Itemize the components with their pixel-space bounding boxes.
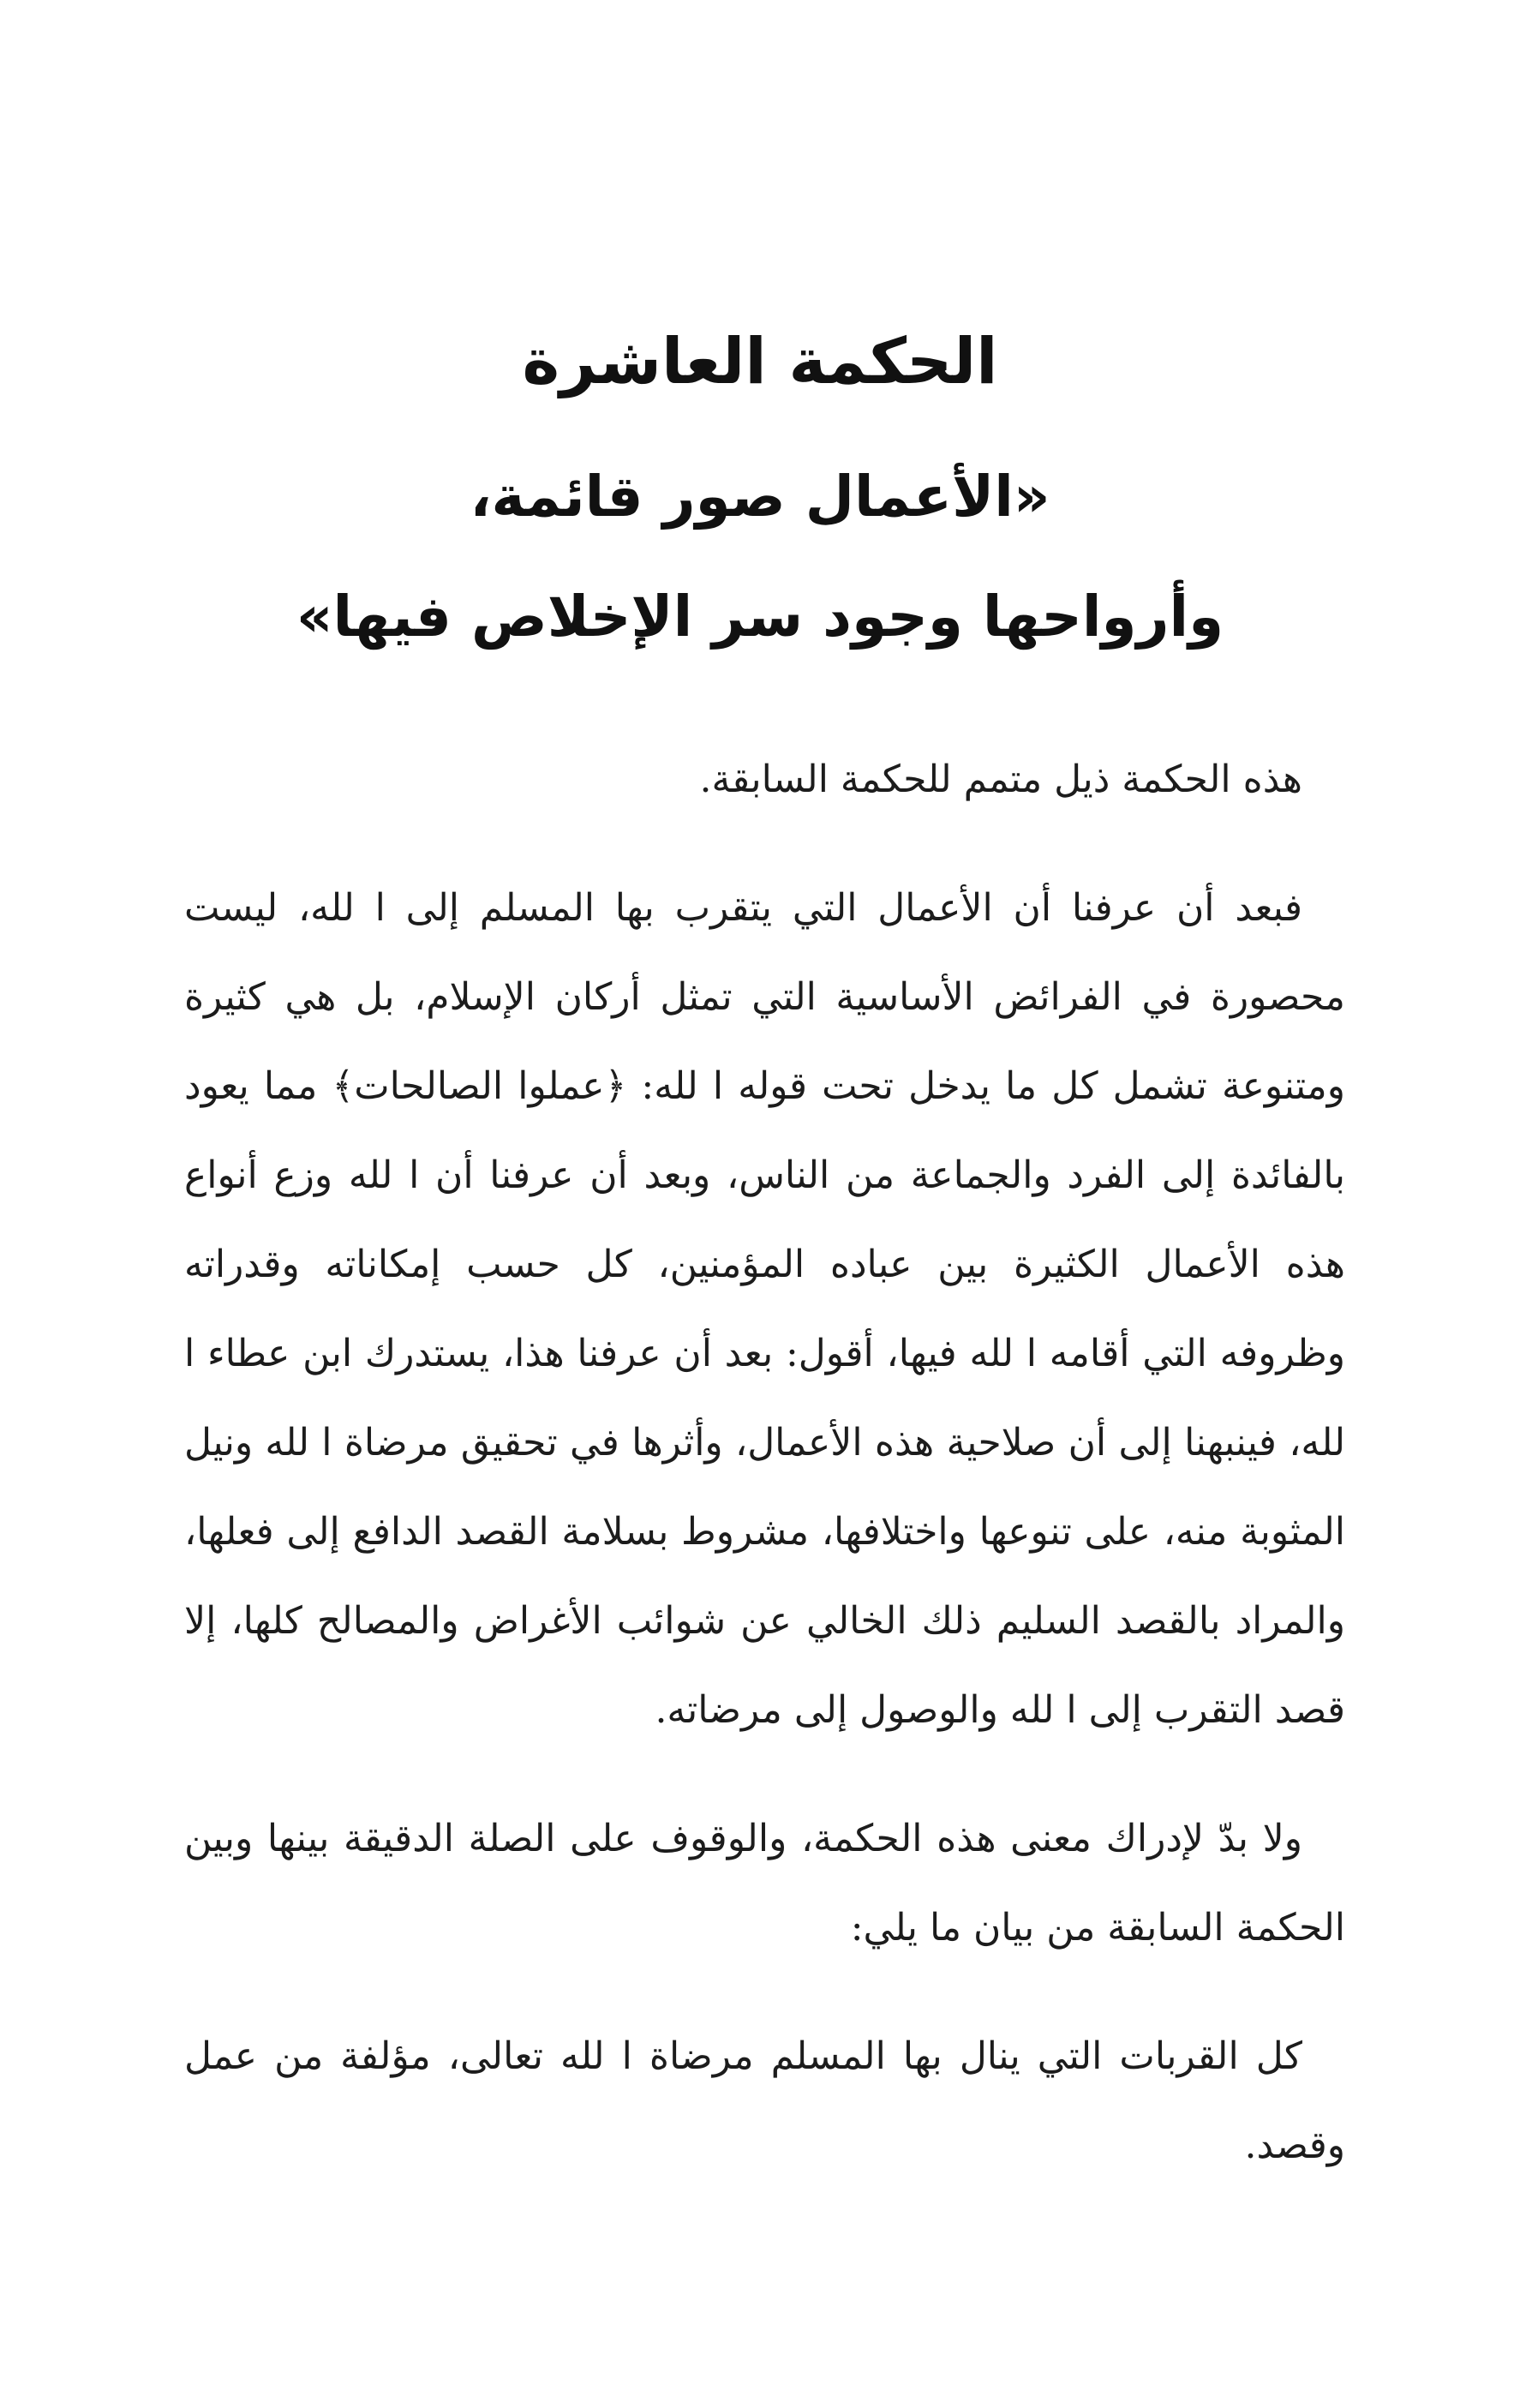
paragraph-point-one: كل القربات التي ينال بها المسلم مرضاة ا لله تعالى، مؤلفة من عمل وقصد. [184, 2034, 1345, 2167]
paragraph-clarification: ولا بدّ لإدراك معنى هذه الحكمة، والوقوف على الصلة الدقيقة بينها وبين الحكمة السابقة من بيان ما يلي: [184, 1817, 1345, 1950]
chapter-title: الحكمة العاشرة [522, 325, 998, 398]
paragraph-main: فبعد أن عرفنا أن الأعمال التي يتقرب بها المسلم إلى ا لله، ليست محصورة في الفرائض الأساسية التي تمثل أركان الإسلام، بل هي كثيرة ومتنوعة تشمل كل ما يدخل تحت قوله ا لله: ﴿عملوا الصالحات﴾ مما يعود بالفائدة إلى الفرد والجماعة من الناس، وبعد أن عرفنا أن ا لله وزع أنواع هذه الأعمال الكثيرة بين عباده المؤمنين، كل حسب إمكاناته وقدراته وظروفه التي أقامه ا لله فيها، أقول: بعد أن عرفنا هذا، يستدرك ابن عطاء ا لله، فينبهنا إلى أن صلاحية هذه الأعمال، وأثرها في تحقيق مرضاة ا لله ونيل المثوبة منه، على تنوعها واختلافها، مشروط بسلامة القصد الدافع إلى فعلها، والمراد بالقصد السليم ذلك الخالي عن شوائب الأغراض والمصالح كلها، إلا قصد التقرب إلى ا لله والوصول إلى مرضاته. [184, 886, 1345, 1732]
paragraph-intro: هذه الحكمة ذيل متمم للحكمة السابقة. [699, 758, 1302, 801]
body-text [184, 735, 1345, 2190]
chapter-subtitle-line-2: وأرواحها وجود سر الإخلاص فيها» [296, 584, 1224, 650]
chapter-subtitle-line-1: «الأعمال صور قائمة، [470, 464, 1050, 530]
